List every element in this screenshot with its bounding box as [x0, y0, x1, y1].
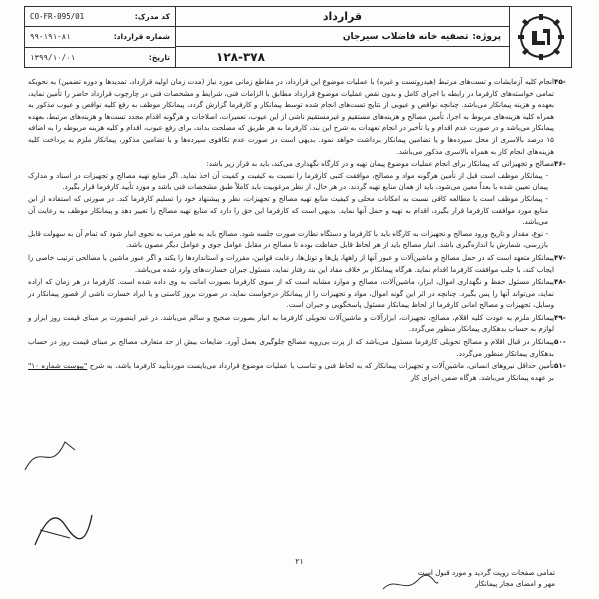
clause-50	[28, 336, 576, 359]
clause-number: ۵۱-	[554, 361, 566, 371]
document-body	[28, 76, 576, 546]
clause-47	[28, 252, 576, 275]
clause-number: ۴۷-	[554, 252, 566, 262]
clause-46	[28, 158, 576, 251]
clause-51	[28, 360, 576, 383]
form-code-label: کد مدرک:	[134, 12, 170, 22]
clause-text: پیمانکار مسئول حفظ و نگهداری اموال، ابزار، ماشین‌آلات، مصالح و موارد مشابه است که از سوی کارفرما بصورت امانت به وی داده شده است. کارفرما در هر زمان که اراده نماید، می‌تواند آنها را پس بگیرد. چنانچه در اثر این گونه اموال، مواد و تجهیزات را از پیمانکار درخواست نماید، در صورت بروز کاستی و یا ایراد خسارت ناشی از قصور پیمانکار در وسایل، تجهیزات و مصالح امانی کارفرما از لحاظ پیمانکار مسئول پاسخگویی و جبران است.	[28, 277, 554, 310]
clause-number: ۴۵-	[554, 77, 566, 86]
company-logo-icon	[517, 13, 565, 61]
sign-line-1: تمامی صفحات رویت گردید و مورد قبول است	[417, 568, 555, 577]
project-label: پروژه:	[472, 31, 501, 42]
logo-cell	[509, 7, 571, 67]
title-cell	[175, 7, 509, 67]
sub-clause: - پیمانکار موظف است با مطالعه کافی نسبت به امکانات محلی و کیفیت منابع تهیه مصالح و تجهیزات، نظر و پیشنهاد خود را تسلیم کارفرما کند. در صورتی که استفاده از این منابع مورد موافقت کارفرما قرار بگیرد، اقدام به تهیه و حمل آنها نماید. بدیهی است که کارفرما این حق را دارد که منابع تهیه مصالح را تغییر دهد و پیمانکار موظف به رعایت آن می‌باشد.	[28, 193, 554, 228]
clause-49	[28, 312, 576, 335]
date-value: ۱۳۹۹/۱۰/۰۱	[30, 52, 76, 62]
clause-text	[28, 360, 554, 383]
clause-intro: مصالح و تجهیزاتی که پیمانکار برای انجام عملیات موضوع پیمان تهیه و در کارگاه نگهداری می‌کند، باید به قرار زیر باشد:	[206, 159, 554, 169]
sub-clause: - نوع، مقدار و تاریخ ورود مصالح و تجهیزات به کارگاه باید با کارفرما و دستگاه نظارت صورت جلسه شود. مصالح باید به طور مرتب به نحوی انبار شود که تمام آن به سهولت قابل بازرسی، شمارش یا اندازه‌گیری باشد. انبار مصالح باید از هر لحاظ قابل حفاظت بوده تا مصالح در مقابل عوامل جوی و عوامل دیگر مصون باشد.	[28, 228, 554, 251]
document-header	[24, 6, 572, 68]
contract-no-row	[25, 27, 175, 47]
clause-number: ۴۸-	[554, 277, 566, 287]
clause-text: پیمانکار در قبال اقلام و مصالح تحویلی کارفرما مسئول می‌باشد که از پرت بی‌رویه مصالح جلوگیری بعمل آورد. ضایعات بیش از حد متعارف مصالح بر مبنای قیمت روز در حساب بدهکاری پیمانکار منظور می‌گردد.	[28, 337, 554, 358]
date-label: تاریخ:	[148, 52, 170, 62]
contract-number-big: ۱۲۸-۳۷۸	[216, 50, 265, 64]
clause-number: ۴۹-	[554, 312, 566, 322]
project-name: تصفیه خانه فاضلاب سیرجان	[342, 31, 469, 42]
date-row	[25, 48, 175, 67]
clause-45	[28, 76, 576, 157]
project-row	[176, 27, 509, 47]
contract-no-label: شماره قرارداد:	[113, 32, 170, 42]
page-number: ۲۱	[295, 557, 304, 566]
signature-scribble-icon	[20, 430, 80, 480]
sub-clause: - پیمانکار موظف است قبل از تأمین هرگونه مواد و مصالح، موافقت کتبی کارفرما را نسبت به کیفیت و کمیت آن اخذ نماید. اگر منابع تهیه مصالح و تجهیزات در اسناد و مدارک پیمان تعیین شده یا بعداً معین می‌شود، باید از همان منابع تهیه گردند. در هر حال، از نظر مرغوبیت باید کاملاً طبق مشخصات فنی باشد و مورد تأیید کارفرما قرار بگیرد.	[28, 170, 554, 193]
clause-48	[28, 276, 576, 311]
signature-area	[418, 567, 555, 589]
form-code-value: CO-FR-095/01	[30, 12, 85, 22]
clause-number: ۵۰-	[554, 337, 566, 347]
clause-text: پیمانکار ملزم به عودت کلیه اقلام، مصالح، تجهیزات، ابزارآلات و ماشین‌آلات تحویلی کارفرما به انبار بصورت صحیح و سالم می‌باشد. در غیر اینصورت بر مبنای قیمت روز ابزار و لوازم به حساب بدهکاری پیمانکار منظور می‌گردد.	[28, 312, 554, 334]
meta-cell	[25, 7, 175, 67]
clause-text-before: تأمین حداقل نیروهای انسانی، ماشین‌آلات و تجهیزات پیمانکار که به لحاظ فنی و تناسب با عملیات موضوع قرارداد می‌بایست موردتأیید کارفرما باشد، به شرح	[89, 361, 554, 371]
clause-text-after: بر عهده پیمانکار می‌باشد. هرگاه ضمن اجرای کار	[410, 372, 554, 382]
signature-mark-icon	[30, 500, 100, 560]
clause-text: انجام کلیه آزمایشات و تست‌های مرتبط (هیدروتست و غیره) با عملیات موضوع این قرارداد، در مقاطع زمانی مورد نیاز (مدت زمان اولیه قرارداد، تمدیدها و دوره تضمین) به نحویکه تمامی خواسته‌های کارفرما در رابطه با اجرای کامل و بدون نقص عملیات موضوع قرارداد مطابق با الزامات فنی، شرایط و مشخصات فنی در چارچوب قرارداد حاضر را تأمین نماید، بعهده و هزینه پیمانکار می‌باشد. چنانچه نواقص و عیوبی از نتایج تست‌های انجام شده توسط پیمانکار و کارفرما گزارش گردد، پیمانکار موظف به رفع کلیه نواقص و عیوب مذکور به همراه کلیه هزینه‌های مربوط به اجرا، تأمین مصالح و هزینه‌های مستقیم و غیرمستقیم ناشی از این عیوب، تعمیرات، اصلاحات و هرگونه اقدام مجدد تست‌ها و هزینه‌های مرتبط، بعهده پیمانکار می‌باشد و در صورت عدم اقدام و یا تأخیر در انجام تعهدات به شرح این بند، کارفرما به هر طریق که مصلحت بداند، برای رفع عیوب، اقدام و کلیه هزینه مربوطه را به اضافه ۱۵ درصد بالاسری از محل سپرده‌ها و یا تضامین پیمانکار برداشت خواهد نمود. بدیهی است در صورت عدم تکافوی سپرده‌ها و یا تضامین مذکور، پیمانکار ملزم به پرداخت کلیه هزینه‌های انجام کار به همراه بالاسری مذکور می‌باشد.	[28, 77, 554, 156]
clause-text	[28, 158, 554, 251]
annex-reference: "پیوست شماره ۱۰"	[28, 361, 88, 371]
contract-no-value: ۹۹-۱۹۱-۸۱	[30, 32, 71, 42]
clause-number: ۴۶-	[554, 159, 566, 169]
form-code-row	[25, 7, 175, 27]
document-title: قرارداد	[176, 7, 509, 27]
clause-text: پیمانکار متعهد است که در حمل مصالح و ماشین‌آلات و عبور آنها از راهها، پل‌ها و تونل‌ها، رعایت قوانین، مقررات و استانداردها را یکند و اگر عبور ماشین یا مصالحی ترتیب خاصی را ایجاب کند، با جلب موافقت کارفرما اقدام نماید. هرگاه پیمانکار بر خلاف مفاد این بند رفتار نماید، مسئول جبران خسارت‌های وارد شده می‌باشد.	[28, 252, 554, 274]
sign-line-2: مهر و امضای مجاز پیمانکار	[475, 579, 555, 588]
